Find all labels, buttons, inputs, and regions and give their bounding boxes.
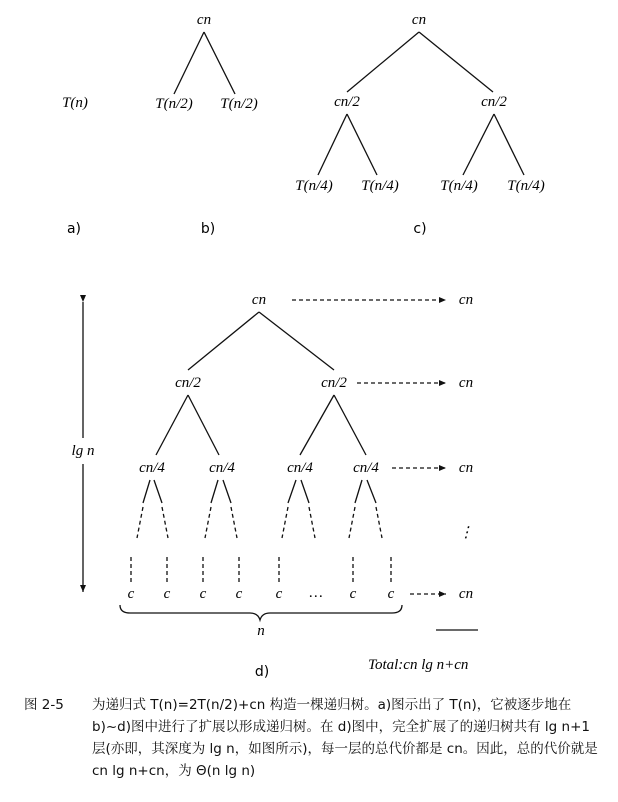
panel-c-label: c)	[413, 221, 427, 237]
cn4-node: cn/4	[139, 460, 165, 476]
cn2-node: cn/2	[321, 375, 347, 391]
root-cn: cn	[196, 12, 212, 28]
root-cn: cn	[251, 292, 267, 308]
cn2-node: cn/2	[334, 94, 360, 110]
caption-text: 为递归式 T(n)=2T(n/2)+cn 构造一棵递归树。a)图示出了 T(n)，它被逐步地在 b)~d)图中进行了扩展以形成递归树。在 d)图中，完全扩展了的递归树共有 lg n+1 层(亦即，其深度为 lg n，如图所示)，每一层的总代价都是 cn。因此，总的代价就是 cn lg n+cn，为 Θ(n lg n)	[92, 697, 598, 779]
level-cost: cn	[458, 586, 474, 602]
leaf-brace	[120, 605, 402, 620]
leaf-c: c	[275, 586, 283, 602]
tn4-node: T(n/4)	[440, 178, 478, 194]
cn4-node: cn/4	[209, 460, 235, 476]
tn2-node: T(n/2)	[155, 96, 193, 112]
tn4-node: T(n/4)	[361, 178, 399, 194]
leaf-c: c	[235, 586, 243, 602]
leaf-c: c	[387, 586, 395, 602]
cn4-node: cn/4	[287, 460, 313, 476]
level-cost: cn	[458, 292, 474, 308]
lg-n-label: lg n	[71, 443, 95, 459]
leaf-count-n: n	[257, 623, 265, 639]
cn2-node: cn/2	[175, 375, 201, 391]
tn4-node: T(n/4)	[295, 178, 333, 194]
tn4-node: T(n/4)	[507, 178, 545, 194]
cn2-node: cn/2	[481, 94, 507, 110]
panel-d-label: d)	[254, 664, 270, 680]
total-label: Total:cn lg n+cn	[368, 657, 469, 673]
panel-a-label: a)	[66, 221, 82, 237]
caption-number: 图 2-5	[24, 697, 64, 713]
leaf-ellipsis: …	[309, 585, 323, 601]
level-cost: cn	[458, 375, 474, 391]
panel-b-label: b)	[200, 221, 216, 237]
leaf-c: c	[163, 586, 171, 602]
tn-node: T(n)	[62, 95, 88, 111]
cn4-node: cn/4	[353, 460, 379, 476]
leaf-c: c	[199, 586, 207, 602]
leaf-c: c	[349, 586, 357, 602]
level-cost: cn	[458, 460, 474, 476]
figure-caption	[24, 694, 604, 782]
tn2-node: T(n/2)	[220, 96, 258, 112]
root-cn: cn	[411, 12, 427, 28]
leaf-c: c	[127, 586, 135, 602]
vertical-ellipsis: ⋮	[458, 525, 474, 541]
